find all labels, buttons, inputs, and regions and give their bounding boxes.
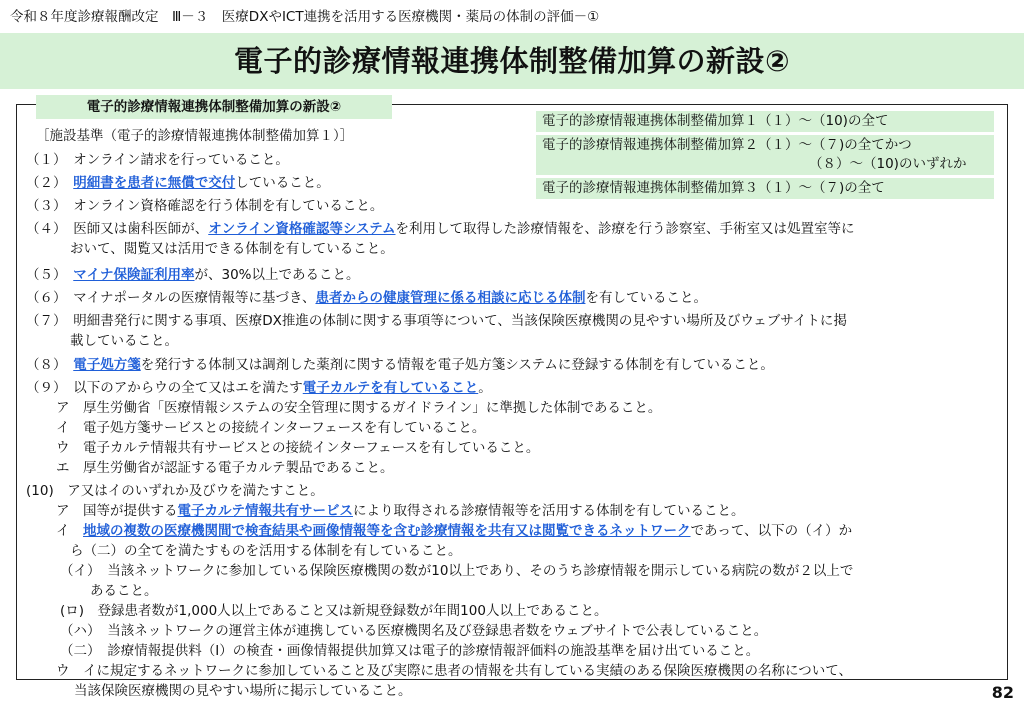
- item-text: であって、以下の（イ）か: [690, 523, 853, 539]
- item-1: [26, 150, 289, 170]
- page-title: 電子的診療情報連携体制整備加算の新設②: [233, 44, 791, 78]
- item-9-i: イ 電子処方箋サービスとの接続インターフェースを有していること。: [56, 420, 486, 436]
- highlight-text: オンライン資格確認等システム: [208, 221, 396, 237]
- item-10-i-cont: ら（二）の全てを満たすものを活用する体制を有していること。: [70, 543, 462, 559]
- item-text: を有していること。: [585, 290, 707, 306]
- highlight-text: 明細書を患者に無償で交付: [73, 175, 236, 191]
- item-text: （４） 医師又は歯科医師が、: [26, 221, 209, 237]
- note-addition-2: [536, 135, 994, 175]
- item-4: [26, 219, 855, 239]
- item-9: [26, 378, 492, 398]
- highlight-text: 患者からの健康管理に係る相談に応じる体制: [315, 290, 586, 306]
- item-9-e: エ 厚生労働省が認証する電子カルテ製品であること。: [56, 460, 394, 476]
- item-text: が、30%以上であること。: [194, 267, 360, 283]
- criteria-notes: [536, 111, 994, 202]
- criteria-heading: ［施設基準（電子的診療情報連携体制整備加算１）］: [36, 128, 354, 144]
- item-text: （１） オンライン請求を行っていること。: [26, 152, 289, 168]
- item-6: [26, 288, 707, 308]
- item-text: 。: [478, 380, 492, 396]
- section-subtitle: 電子的診療情報連携体制整備加算の新設②: [36, 95, 392, 119]
- highlight-text: 電子カルテを有していること: [302, 380, 479, 396]
- item-text: （５）: [26, 267, 74, 283]
- item-text: （６） マイナポータルの医療情報等に基づき、: [26, 290, 316, 306]
- item-10: (10) ア又はイのいずれか及びウを満たすこと。: [26, 483, 324, 499]
- item-text: を発行する体制又は調剤した薬剤に関する情報を電子処方箋システムに登録する体制を有していること。: [140, 357, 774, 373]
- item-text: （２）: [26, 175, 74, 191]
- title-band: [0, 33, 1024, 89]
- item-text: （３） オンライン資格確認を行う体制を有していること。: [26, 198, 384, 214]
- item-10-i-1-cont: あること。: [90, 583, 158, 599]
- item-5: [26, 265, 360, 285]
- highlight-text: マイナ保険証利用率: [73, 267, 195, 283]
- item-9-u: ウ 電子カルテ情報共有サービスとの接続インターフェースを有していること。: [56, 440, 540, 456]
- item-4-cont: おいて、閲覧又は活用できる体制を有していること。: [70, 241, 394, 257]
- note-text: 電子的診療情報連携体制整備加算２（１）～（７)の全てかつ: [542, 137, 912, 153]
- note-addition-3: [536, 178, 994, 199]
- note-text-cont: （８）～（10)のいずれか: [809, 156, 967, 172]
- item-text: により取得される診療情報等を活用する体制を有していること。: [353, 503, 745, 519]
- item-text: イ: [56, 523, 83, 539]
- note-addition-1: [536, 111, 994, 132]
- item-text: （８）: [26, 357, 74, 373]
- item-10-u-cont: 当該保険医療機関の見やすい場所に掲示していること。: [74, 683, 412, 699]
- item-7-cont: 載していること。: [70, 333, 178, 349]
- header-breadcrumb: 令和８年度診療報酬改定 Ⅲ－３ 医療DXやICT連携を活用する医療機関・薬局の体制の評価－①: [10, 9, 600, 25]
- item-7: （７） 明細書発行に関する事項、医療DX推進の体制に関する事項等について、当該保険医療機関の見やすい場所及びウェブサイトに掲: [26, 313, 847, 329]
- item-text: していること。: [235, 175, 330, 191]
- item-2: [26, 173, 330, 193]
- item-text: を利用して取得した診療情報を、診療を行う診察室、手術室又は処置室等に: [395, 221, 855, 237]
- item-10-u: ウ イに規定するネットワークに参加していること及び実際に患者の情報を共有している実績のある保険医療機関の名称について、: [56, 663, 852, 679]
- item-10-i-1: （イ） 当該ネットワークに参加している保険医療機関の数が10以上であり、そのうち診療情報を開示している病院の数が２以上で: [60, 563, 854, 579]
- item-9-a: ア 厚生労働省「医療情報システムの安全管理に関するガイドライン」に準拠した体制であること。: [56, 400, 662, 416]
- item-10-i-2: (ロ) 登録患者数が1,000人以上であること又は新規登録数が年間100人以上であること。: [60, 603, 608, 619]
- highlight-text: 電子カルテ情報共有サービス: [177, 503, 353, 519]
- page-number: 82: [991, 683, 1014, 702]
- item-10-a: [56, 501, 745, 521]
- item-10-i: [56, 521, 852, 541]
- highlight-text: 電子処方箋: [73, 357, 141, 373]
- item-10-i-3: （ハ） 当該ネットワークの運営主体が連携している医療機関名及び登録患者数をウェブサイトで公表していること。: [60, 623, 768, 639]
- item-8: [26, 355, 774, 375]
- note-text: 電子的診療情報連携体制整備加算３（１）～（７)の全て: [542, 180, 885, 196]
- item-text: ア 国等が提供する: [56, 503, 178, 519]
- item-10-i-4: （二） 診療情報提供料（Ⅰ）の検査・画像情報提供加算又は電子的診療情報評価料の施設基準を届け出ていること。: [60, 643, 760, 659]
- highlight-text: 地域の複数の医療機関間で検査結果や画像情報等を含む診療情報を共有又は閲覧できるネットワーク: [83, 523, 691, 539]
- item-3: [26, 196, 383, 216]
- note-text: 電子的診療情報連携体制整備加算１（１）～（10)の全て: [542, 113, 889, 129]
- item-text: （９） 以下のアからウの全て又はエを満たす: [26, 380, 303, 396]
